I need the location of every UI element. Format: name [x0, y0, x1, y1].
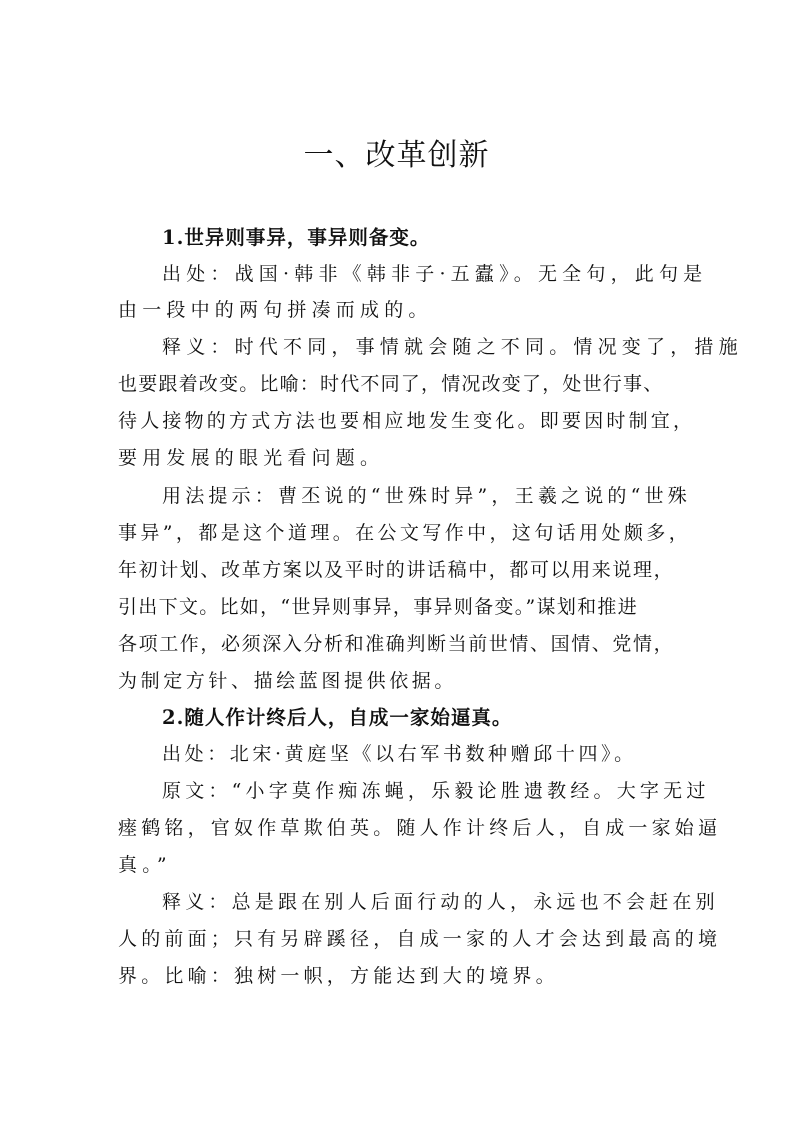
- section-1-heading: 1.世异则事异，事异则备变。: [162, 226, 431, 249]
- section-1-meaning-line-2: 也要跟着改变。比喻：时代不同了，情况改变了，处世行事、: [118, 373, 664, 395]
- section-2-meaning-line-1: 释义：总是跟在别人后面行动的人，永远也不会赶在别: [162, 891, 719, 913]
- section-1-meaning-line-4: 要用发展的眼光看问题。: [118, 447, 385, 469]
- section-1-meaning-line-3: 待人接物的方式方法也要相应地发生变化。即要因时制宜，: [118, 410, 696, 432]
- section-2-meaning-line-2: 人的前面；只有另辟蹊径，自成一家的人才会达到最高的境: [118, 928, 722, 950]
- section-1-usage-line-1: 用法提示：曹丕说的“世殊时异”，王羲之说的“世殊: [162, 485, 691, 507]
- section-2-heading: 2.随人作计终后人，自成一家始逼真。: [162, 706, 513, 729]
- section-1-usage-line-6: 为制定方针、描绘蓝图提供依据。: [118, 670, 458, 692]
- section-1-usage-line-4: 引出下文。比如，“世异则事异，事异则备变。”谋划和推进: [118, 596, 639, 618]
- section-1-usage-line-2: 事异”，都是这个道理。在公文写作中，这句话用处颇多，: [118, 522, 692, 544]
- section-2-original-line-2: 瘗鹤铭，官奴作草欺伯英。随人作计终后人，自成一家始逼: [118, 817, 722, 839]
- page-title: 一、改革创新: [303, 138, 490, 173]
- section-2-meaning-line-3: 界。比喻：独树一帜，方能达到大的境界。: [118, 965, 559, 987]
- section-1-source-line-1: 出处：战国·韩非《韩非子·五蠹》。无全句，此句是: [162, 263, 708, 285]
- section-1-source-line-2: 由一段中的两句拼凑而成的。: [118, 299, 433, 321]
- section-1-meaning-line-1: 释义：时代不同，事情就会随之不同。情况变了，措施: [162, 336, 743, 358]
- section-1-usage-line-3: 年初计划、改革方案以及平时的讲话稿中，都可以用来说理，: [118, 559, 675, 581]
- section-2-source-line: 出处：北宋·黄庭坚《以右军书数种赠邱十四》。: [162, 743, 637, 765]
- section-1-usage-line-5: 各项工作，必须深入分析和准确判断当前世情、国情、党情，: [118, 633, 675, 655]
- section-2-original-line-3: 真。”: [118, 854, 172, 876]
- section-2-original-line-1: 原文：“小字莫作痴冻蝇，乐毅论胜遗教经。大字无过: [162, 780, 710, 802]
